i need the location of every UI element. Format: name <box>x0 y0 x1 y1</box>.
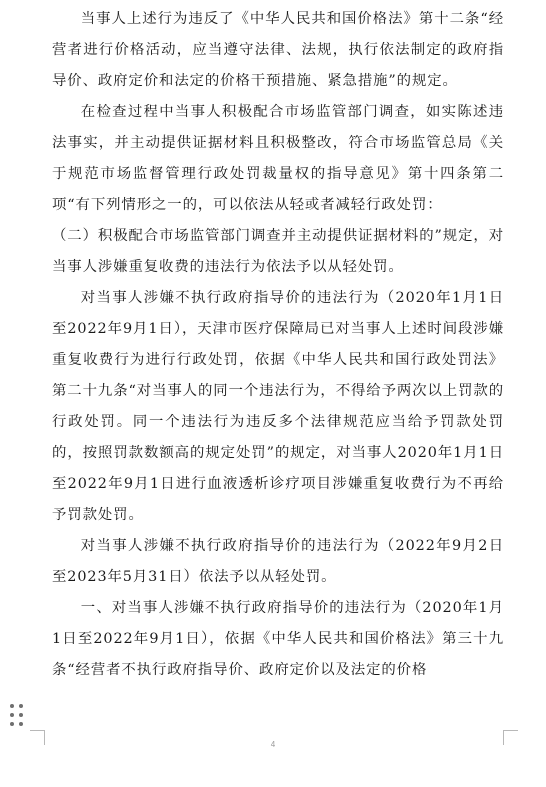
drag-handle-icon[interactable] <box>8 703 26 729</box>
paragraph-lenient: 对当事人涉嫌不执行政府指导价的违法行为（2022年9月2日至2023年5月31日）依法予以从轻处罚。 <box>52 538 504 585</box>
paragraph-violation: 当事人上述行为违反了《中华人民共和国价格法》第十二条“经营者进行价格活动，应当遵守法律、法规，执行依法制定的政府指导价、政府定价和法定的价格干预措施、紧急措施”的规定。 <box>52 11 504 89</box>
page-number: 4 <box>270 740 276 749</box>
paragraph-prior-penalty: 对当事人涉嫌不执行政府指导价的违法行为（2020年1月1日至2022年9月1日），天津市医疗保障局已对当事人上述时间段涉嫌重复收费行为进行行政处罚，依据《中华人民共和国行政处罚法》第二十九条“对当事人的同一个违法行为，不得给予两次以上罚款的行政处罚。同一个违法行为违反多个法律规范应当给予罚款处罚的，按照罚款数额高的规定处罚”的规定，对当事人2020年1月1日至2022年9月1日进行血液透析诊疗项目涉嫌重复收费行为不再给予罚款处罚。 <box>52 290 504 523</box>
paragraph-cooperation: 在检查过程中当事人积极配合市场监管部门调查，如实陈述违法事实，并主动提供证据材料且积极整改，符合市场监管总局《关于规范市场监督管理行政处罚裁量权的指导意见》第十四条第二项“有下列情形之一的，可以依法从轻或者减轻行政处罚： <box>52 104 504 213</box>
document-body <box>52 4 504 686</box>
paragraph-clause-two: （二）积极配合市场监管部门调查并主动提供证据材料的”规定，对当事人涉嫌重复收费的违法行为依法予以从轻处罚。 <box>52 228 504 275</box>
paragraph-decision-one: 一、对当事人涉嫌不执行政府指导价的违法行为（2020年1月1日至2022年9月1日），依据《中华人民共和国价格法》第三十九条“经营者不执行政府指导价、政府定价以及法定的价格 <box>52 600 504 678</box>
